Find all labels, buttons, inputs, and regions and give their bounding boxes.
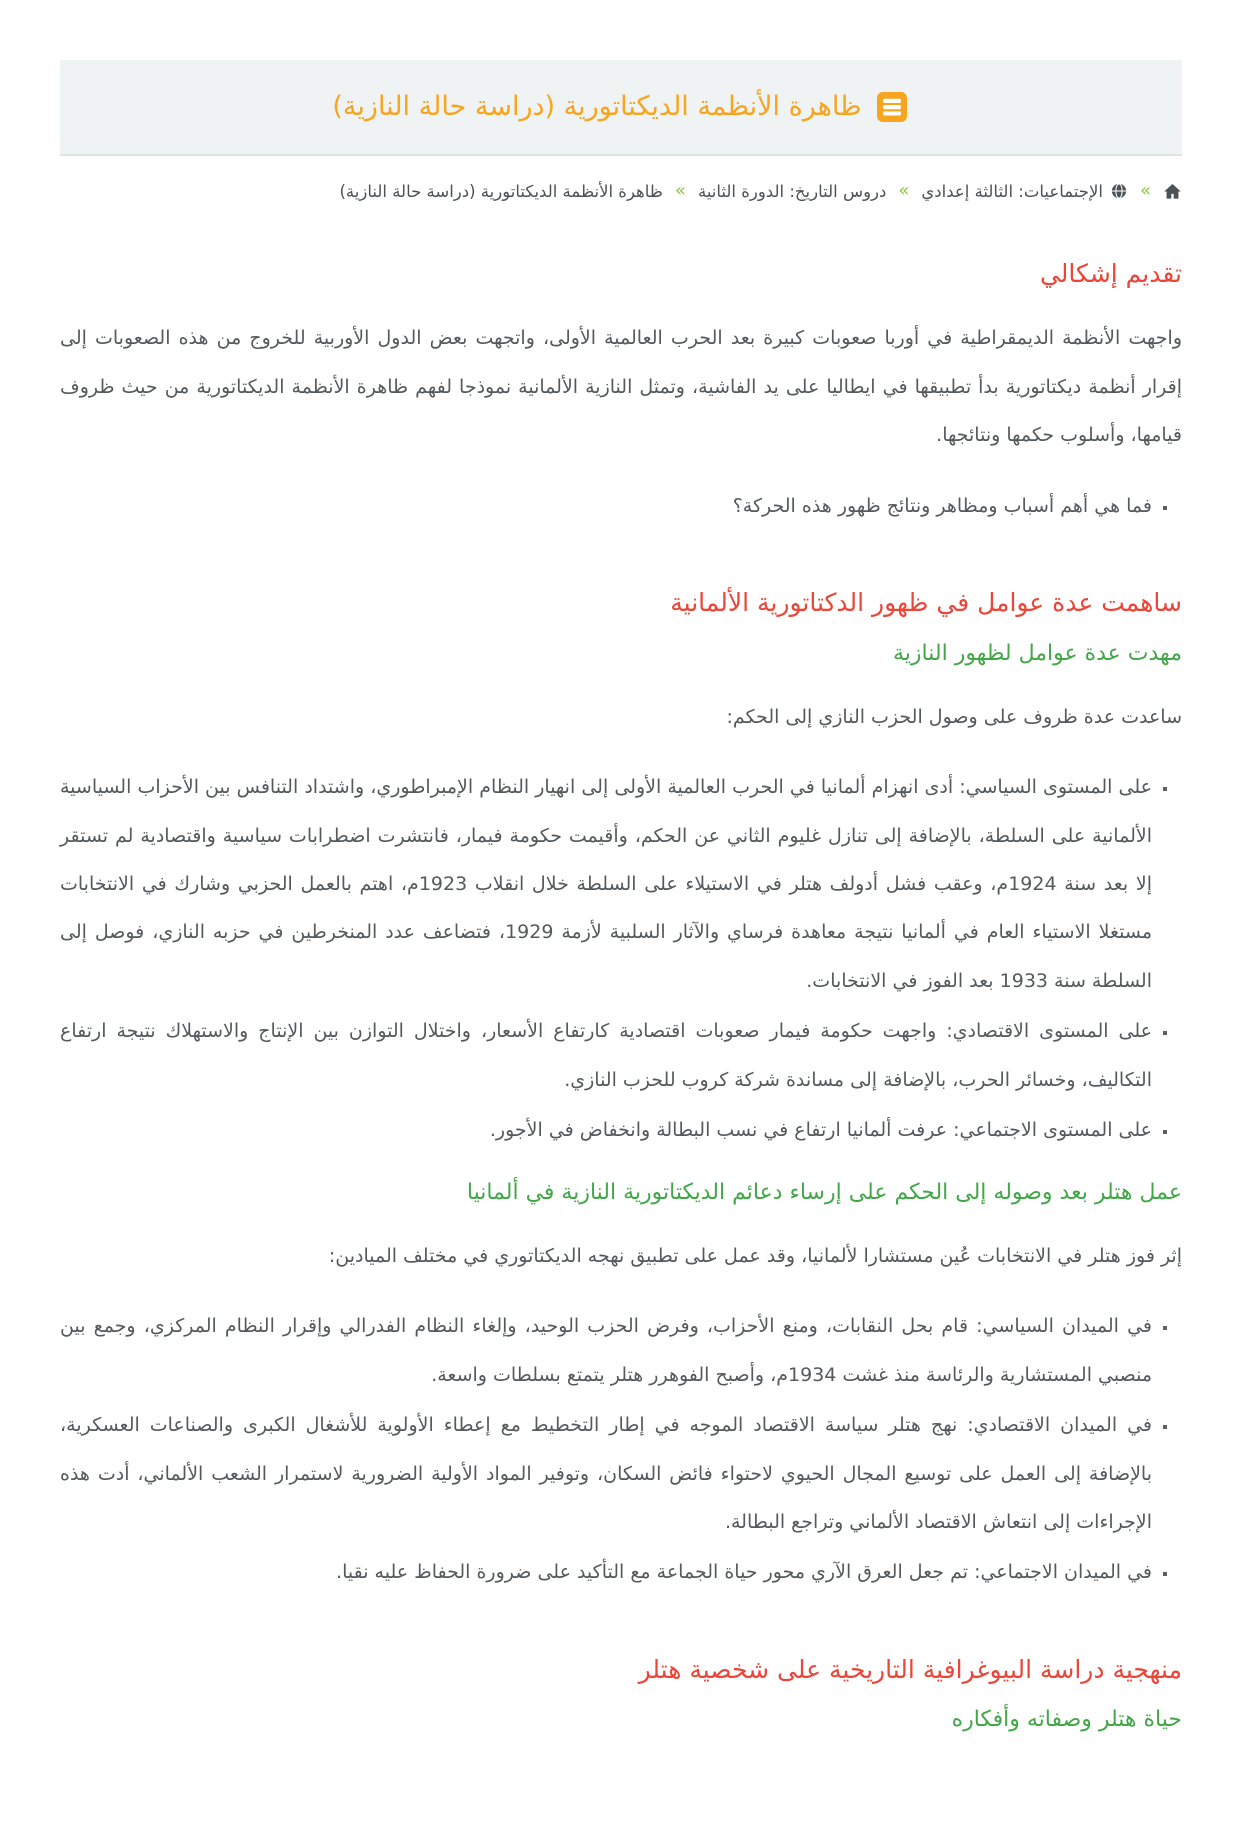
breadcrumb-separator: « (674, 180, 686, 202)
home-icon[interactable] (1163, 182, 1182, 201)
breadcrumb-item-subject[interactable] (921, 182, 1128, 201)
breadcrumb-item-course[interactable]: دروس التاريخ: الدورة الثانية (697, 181, 887, 201)
list-item: ▪ على المستوى الاقتصادي: واجهت حكومة فيمار صعوبات اقتصادية كارتفاع الأسعار، واختلال التوازن بين الإنتاج والاستهلاك نتيجة ارتفاع التكاليف، وخسائر الحرب، بالإضافة إلى مساندة شركة كروب للحزب النازي. (60, 1007, 1152, 1104)
section-heading-factors: ساهمت عدة عوامل في ظهور الدكتاتورية الألمانية (670, 588, 1182, 618)
hitler-rule-intro-paragraph: إثر فوز هتلر في الانتخابات عُين مستشارا لألمانيا، وقد عمل على تطبيق نهجه الديكتاتوري في مختلف الميادين: (328, 1244, 1182, 1267)
breadcrumb-item-current: ظاهرة الأنظمة الديكتاتورية (دراسة حالة النازية) (339, 181, 663, 201)
breadcrumb-separator: « (1139, 180, 1151, 202)
intro-question-list (60, 482, 1182, 530)
page-title (76, 88, 1166, 126)
factors-intro-paragraph: ساعدت عدة ظروف على وصول الحزب النازي إلى الحكم: (726, 705, 1182, 728)
breadcrumb-separator: « (898, 180, 910, 202)
list-item: ▪ في الميدان الاجتماعي: تم جعل العرق الآري محور حياة الجماعة مع التأكيد على ضرورة الحفاظ عليه نقيا. (60, 1548, 1152, 1596)
list-item: ▪ في الميدان السياسي: قام بحل النقابات، ومنع الأحزاب، وفرض الحزب الوحيد، وإلغاء النظام الفدرالي وإقرار النظام المركزي، وجمع بين منصبي المستشارية والرئاسة منذ غشت 1934م، وأصبح الفوهرر هتلر يتمتع بسلطات واسعة. (60, 1302, 1152, 1399)
lesson-page (0, 60, 1242, 1828)
breadcrumb (60, 182, 1182, 201)
subsection-heading-factors: مهدت عدة عوامل لظهور النازية (893, 640, 1182, 666)
list-item: ▪ على المستوى السياسي: أدى انهزام ألمانيا في الحرب العالمية الأولى إلى انهيار النظام الإمبراطوري، واشتداد التنافس بين الأحزاب السياسية الألمانية على السلطة، بالإضافة إلى تنازل غليوم الثاني عن الحكم، وأقيمت حكومة فيمار، فانتشرت اضطرابات سياسية واقتصادية لم تستقر إلا بعد سنة 1924م، وعقب فشل أدولف هتلر في الاستيلاء على السلطة خلال انقلاب 1923م، اهتم بالعمل الحزبي وشارك في الانتخابات مستغلا الاستياء العام في ألمانيا نتيجة معاهدة فرساي والآثار السلبية لأزمة 1929، فتضاعف عدد المنخرطين في حزبه النازي، فوصل إلى السلطة سنة 1933 بعد الفوز في الانتخابات. (60, 763, 1152, 1005)
subsection-heading-biography: حياة هتلر وصفاته وأفكاره (951, 1707, 1182, 1733)
page-title-text: ظاهرة الأنظمة الديكتاتورية (دراسة حالة النازية) (332, 91, 862, 122)
hitler-rule-list (60, 1302, 1182, 1597)
breadcrumb-item-label: الإجتماعيات: الثالثة إعدادي (921, 181, 1103, 201)
section-heading-intro: تقديم إشكالي (1039, 258, 1182, 288)
section-heading-methodology: منهجية دراسة البيوغرافية التاريخية على شخصية هتلر (638, 1654, 1182, 1684)
list-item: ▪ على المستوى الاجتماعي: عرفت ألمانيا ارتفاع في نسب البطالة وانخفاض في الأجور. (60, 1106, 1152, 1154)
list-item: ▪ فما هي أهم أسباب ومظاهر ونتائج ظهور هذه الحركة؟ (60, 482, 1152, 530)
lesson-content (60, 255, 1182, 1738)
subsection-heading-hitler-rule: عمل هتلر بعد وصوله إلى الحكم على إرساء دعائم الديكتاتورية النازية في ألمانيا (466, 1179, 1182, 1205)
intro-paragraph: واجهت الأنظمة الديمقراطية في أوربا صعوبات كبيرة بعد الحرب العالمية الأولى، واتجهت بعض الدول الأوربية للخروج من هذه الصعوبات إلى إقرار أنظمة ديكتاتورية بدأ تطبيقها في ايطاليا على يد الفاشية، وتمثل النازية الألمانية نموذجا لفهم ظاهرة الأنظمة الديكتاتورية من حيث ظروف قيامها، وأسلوب حكمها ونتائجها. (60, 327, 1182, 447)
globe-icon (1110, 182, 1128, 200)
document-list-icon (874, 89, 910, 125)
page-header (60, 60, 1182, 156)
factors-list (60, 763, 1182, 1155)
list-item: ▪ في الميدان الاقتصادي: نهج هتلر سياسة الاقتصاد الموجه في إطار التخطيط مع إعطاء الأولوية للأشغال الكبرى والصناعات العسكرية، بالإضافة إلى العمل على توسيع المجال الحيوي لاحتواء فائض السكان، وتوفير المواد الأولية الضرورية لاستمرار الشعب الألماني، أدت هذه الإجراءات إلى انتعاش الاقتصاد الألماني وتراجع البطالة. (60, 1401, 1152, 1546)
